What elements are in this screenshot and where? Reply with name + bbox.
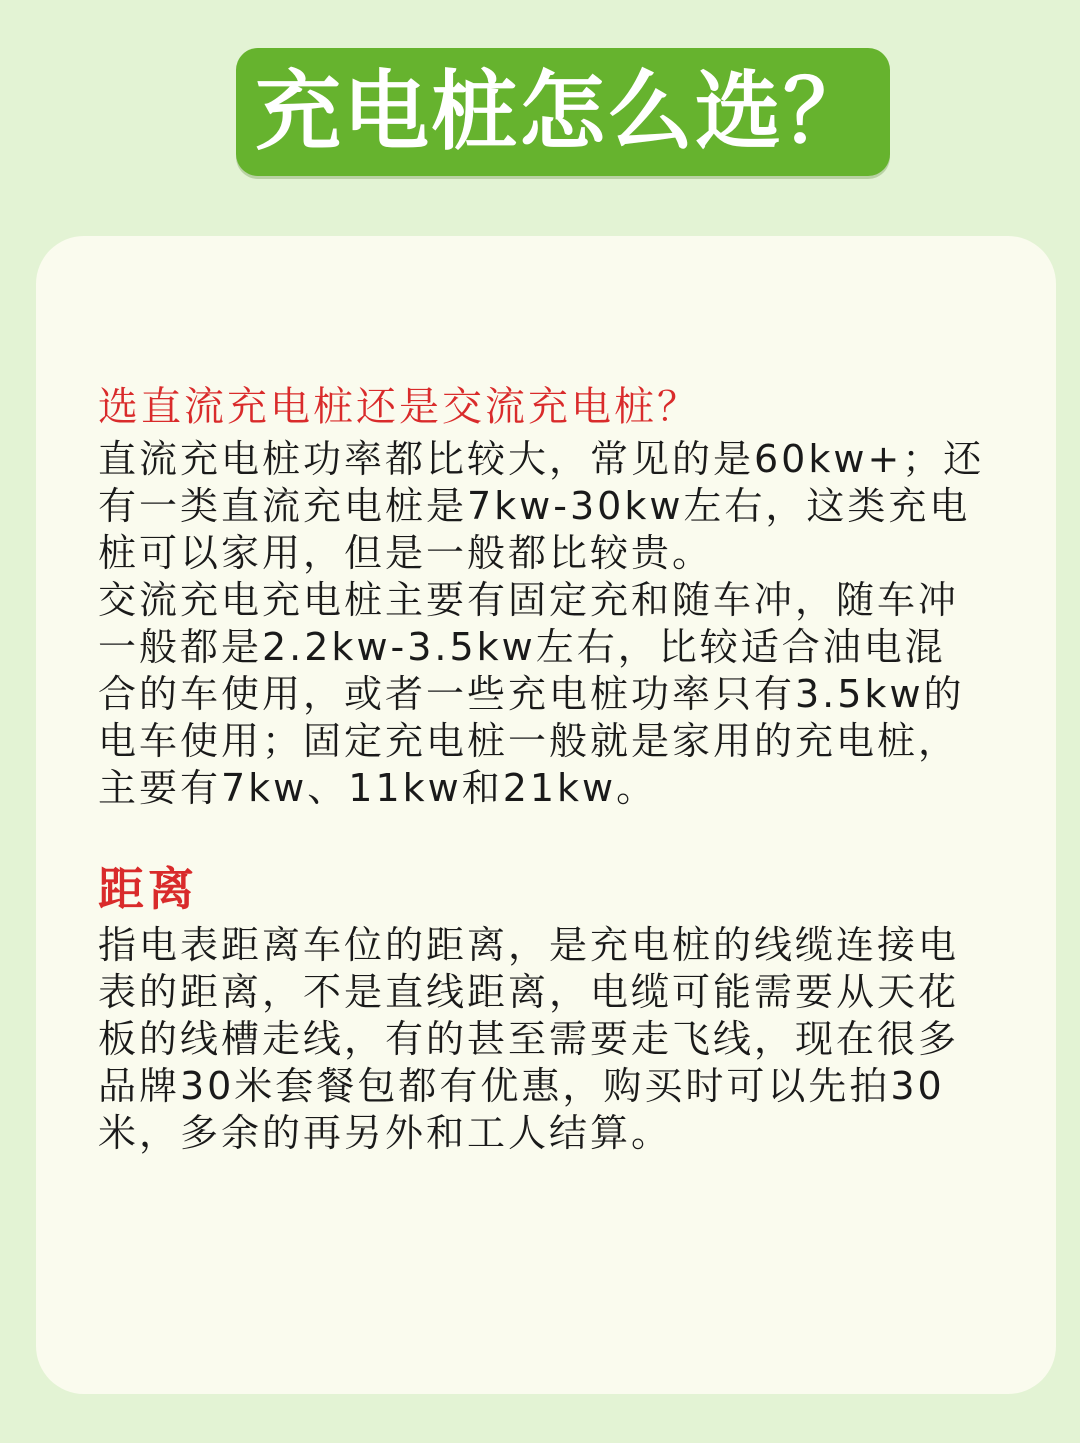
body-line: 有一类直流充电桩是7kw-30kw左右，这类充电 <box>98 484 971 528</box>
body-line: 交流充电充电桩主要有固定充和随车冲，随车冲 <box>98 578 960 622</box>
body-line: 合的车使用，或者一些充电桩功率只有3.5kw的 <box>98 672 965 716</box>
section-heading-dc-vs-ac: 选直流充电桩还是交流充电桩？ <box>98 384 700 430</box>
body-line: 桩可以家用，但是一般都比较贵。 <box>98 531 714 575</box>
body-line: 电车使用；固定充电桩一般就是家用的充电桩， <box>98 719 960 763</box>
page-title: 充电桩怎么选？ <box>255 62 871 162</box>
body-line: 指电表距离车位的距离，是充电桩的线缆连接电 <box>98 923 960 967</box>
section-heading-distance: 距离 <box>98 862 198 916</box>
body-line: 米，多余的再另外和工人结算。 <box>98 1111 673 1155</box>
body-line: 直流充电桩功率都比较大，常见的是60kw+；还 <box>98 437 985 481</box>
section-body-dc-vs-ac <box>98 436 1038 812</box>
title-badge <box>236 48 890 176</box>
section-body-distance <box>98 922 1038 1157</box>
body-line: 主要有7kw、11kw和21kw。 <box>98 766 658 810</box>
body-line: 板的线槽走线，有的甚至需要走飞线，现在很多 <box>98 1017 960 1061</box>
body-line: 表的距离，不是直线距离，电缆可能需要从天花 <box>98 970 960 1014</box>
content-card <box>36 236 1056 1394</box>
body-line: 品牌30米套餐包都有优惠，购买时可以先拍30 <box>98 1064 945 1108</box>
body-line: 一般都是2.2kw-3.5kw左右，比较适合油电混 <box>98 625 946 669</box>
